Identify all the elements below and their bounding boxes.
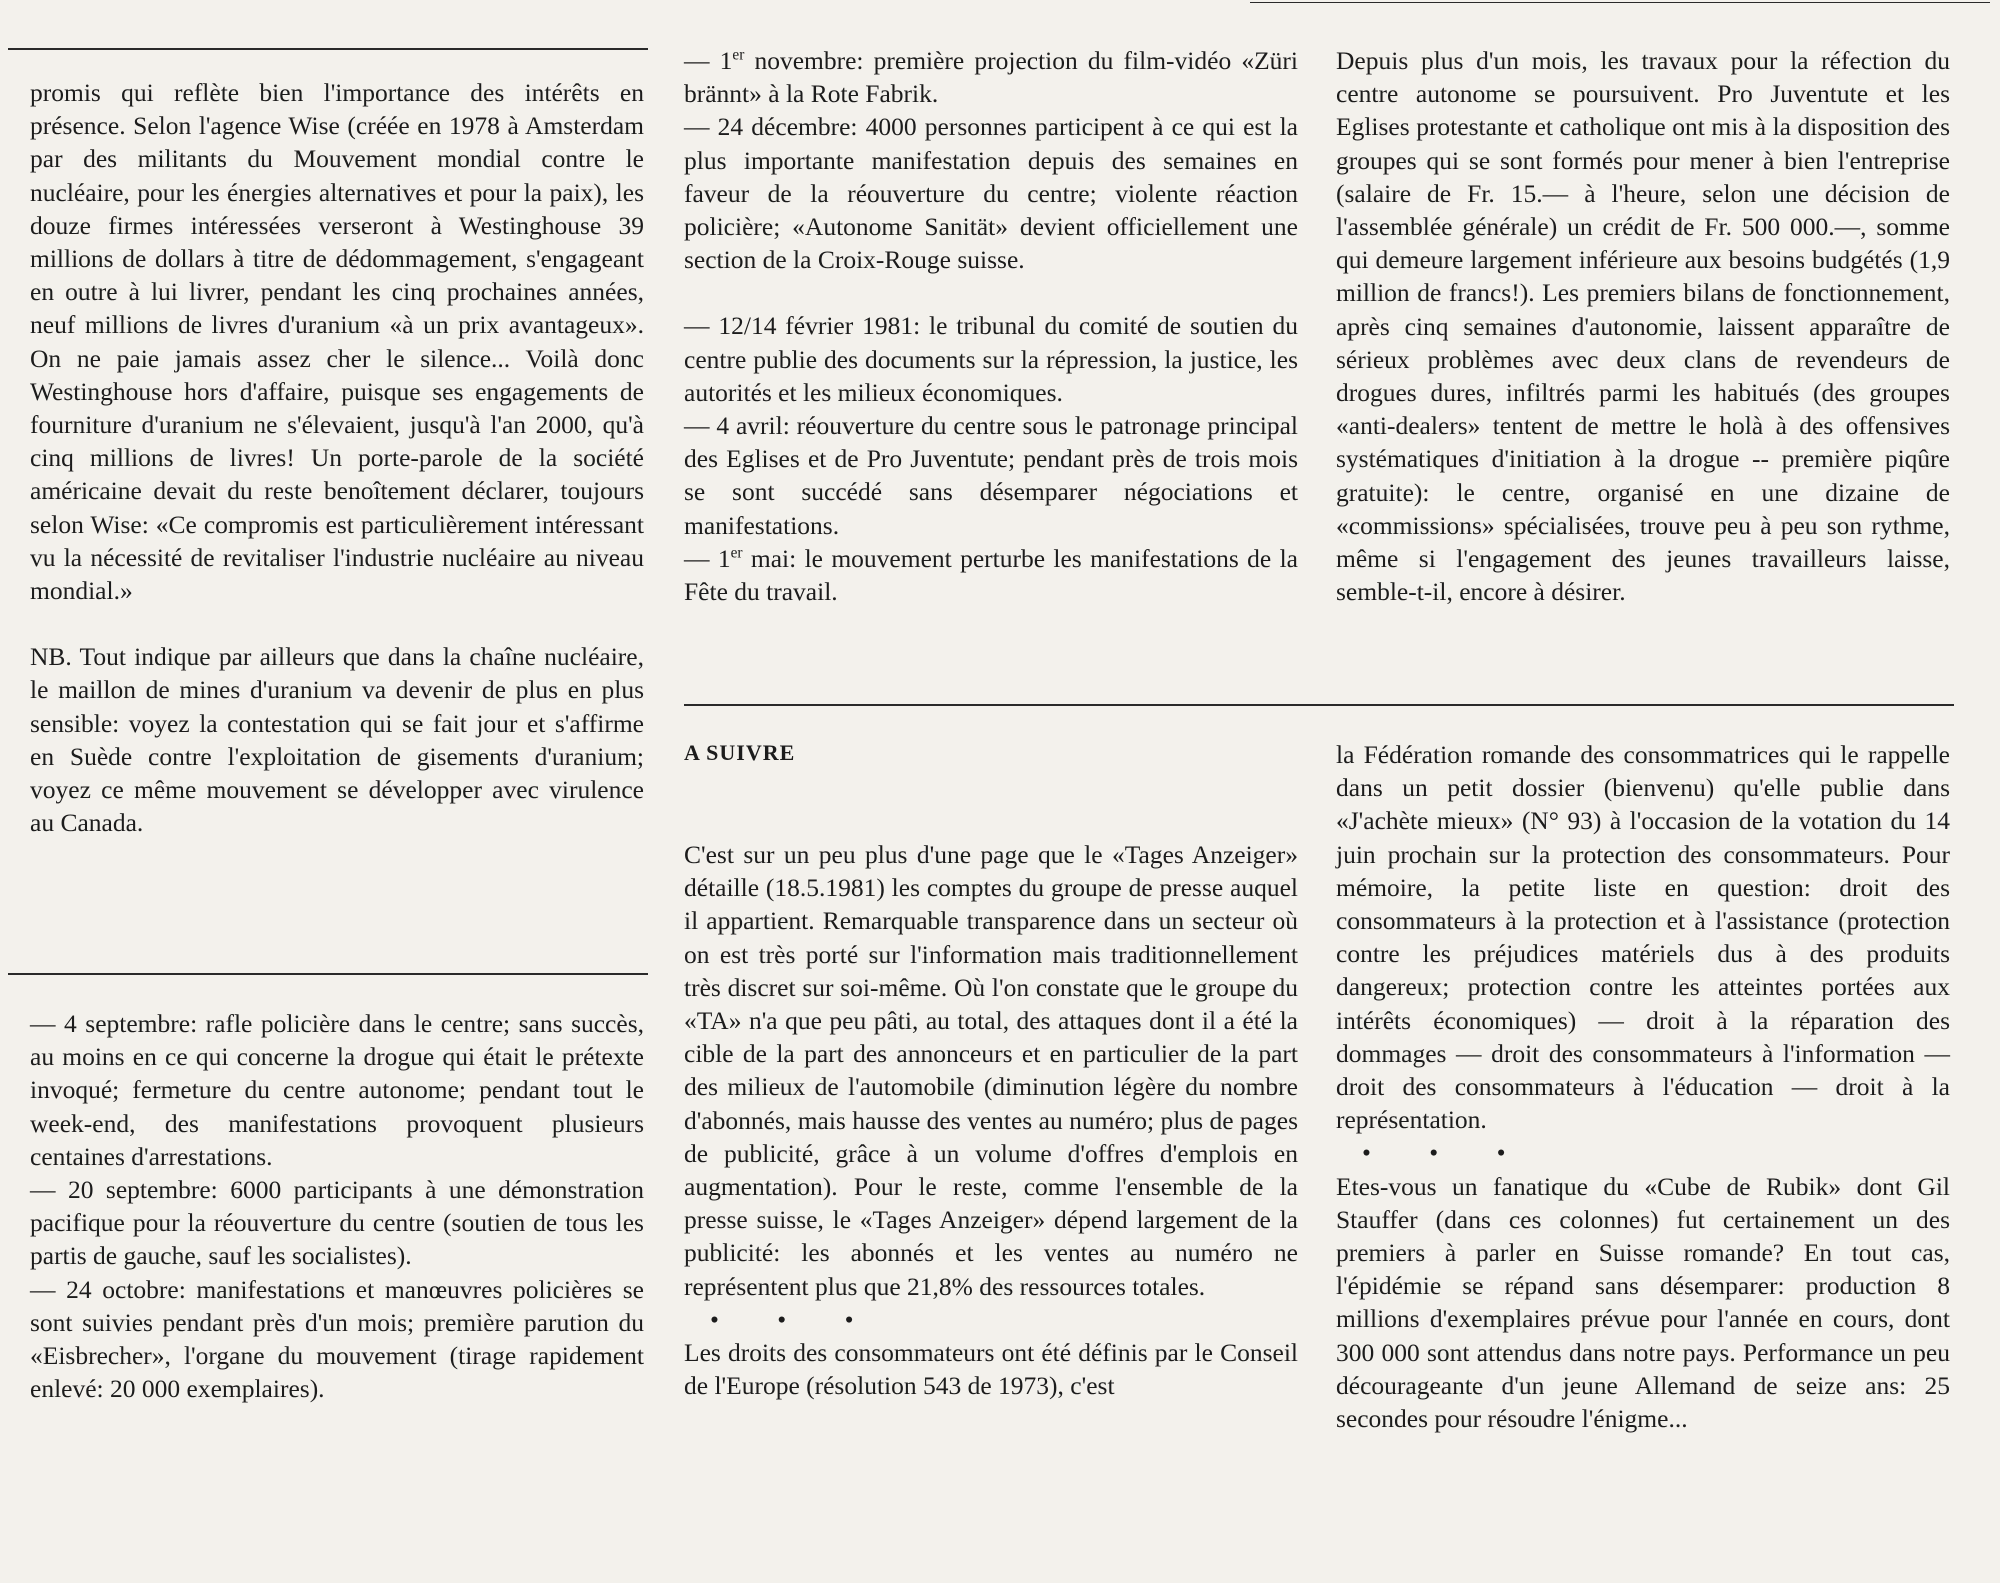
top-rule-col1 xyxy=(8,48,648,50)
paragraph-centre-autonome: Depuis plus d'un mois, les travaux pour la réfection du centre autonome se poursuivent. Pro Juventute et les Eglises protestante et catholique ont mis à la disposition des groupes qui se sont formés pour mener à bien l'entreprise (salaire de Fr. 15.— à l'heure, selon une décision de l'assemblée générale) un crédit de Fr. 500 000.—, somme qui demeure largement inférieure aux besoins budgétés (1,9 million de francs!). Les premiers bilans de fonctionnement, après cinq semaines d'autonomie, laissent apparaître de sérieux problèmes avec deux clans de revendeurs de drogues dures, infiltrés parmi les habitués (des groupes «anti-dealers» tentent de mettre le holà à des offensives systématiques d'initiation à la drogue -- première piqûre gratuite): le centre, organisé en une dizaine de «commissions» spécialisées, trouve peu à peu son rythme, même si l'engagement des jeunes travailleurs laisse, semble-t-il, encore à désirer. xyxy=(1336,46,1950,607)
chronology-24-octobre: — 24 octobre: manifestations et manœuvres policières se sont suivies pendant près d'un mois; première parution du «Eisbrecher», l'organe du mouvement (tirage rapidement enlevé: 20 000 exemplaires). xyxy=(30,1274,644,1404)
chronology-4-septembre: — 4 septembre: rafle policière dans le centre; sans succès, au moins en ce qui concerne la drogue qui était le prétexte invoqué; fermeture du centre autonome; pendant tout le week-end, des manifestations provoquent plusieurs centaines d'arrestations. xyxy=(30,1009,644,1171)
col1-bottom-chronology xyxy=(30,1007,644,1405)
paragraph-nb: NB. Tout indique par ailleurs que dans la chaîne nucléaire, le maillon de mines d'uranium va devenir de plus en plus sensible: voyez la contestation qui se fait jour et s'affirme en Suède contre l'exploitation de gisements d'uranium; voyez ce même mouvement se développer avec virulence au Canada. xyxy=(30,642,644,838)
chronology-24-decembre: — 24 décembre: 4000 personnes participent à ce qui est la plus importante manifestation depuis des semaines en faveur de la réouverture du centre; violente réaction policière; «Autonome Sanität» devient officiellement une section de la Croix-Rouge suisse. xyxy=(684,112,1298,275)
paragraph-tages-anzeiger: C'est sur un peu plus d'une page que le «Tages Anzeiger» détaille (18.5.1981) les comptes du groupe de presse auquel il appartient. Remarquable transparence dans un secteur où on est très porté sur l'information mais traditionnellement très discret sur soi-même. Où l'on constate que le groupe du «TA» n'a que peu pâti, au total, des attaques dont il a été la cible de la part des annonceurs et en particulier de la part des milieux de l'automobile (diminution légère du nombre d'abonnés, mais hausse des ventes au numéro; plus de pages de publicité, grâce à un volume d'offres d'emplois en augmentation). Pour le reste, comme l'ensemble de la presse suisse, le «Tages Anzeiger» dépend largement de la publicité: les abonnés et les ventes au numéro ne représentent plus que 21,8% des ressources totales. xyxy=(684,840,1298,1301)
chronology-12-14-fevrier: — 12/14 février 1981: le tribunal du comité de soutien du centre publie des documents sur la répression, la justice, les autorités et les milieux économiques. xyxy=(684,311,1298,407)
col2-bottom-article xyxy=(684,838,1298,1402)
separator-stars: • • • xyxy=(710,1304,880,1334)
paragraph-federation-romande: la Fédération romande des consommatrices qui le rappelle dans un petit dossier (bienvenu) qu'elle publie dans «J'achète mieux» (N° 93) à l'occasion de la votation du 14 juin prochain sur la protection des consommateurs. Pour mémoire, la petite liste en question: droit des consommateurs à la protection et à l'assistance (protection contre les préjudices matériels dus à des produits dangereux; protection contre les atteintes portées aux intérêts économiques) — droit à la réparation des dommages — droit des consommateurs à l'information — droit des consommateurs à l'éducation — droit à la représentation. xyxy=(1336,740,1950,1135)
col1-top-article xyxy=(30,76,644,839)
chronology-1-mai: — 1er mai: le mouvement perturbe les manifestations de la Fête du travail. xyxy=(684,543,1299,607)
col3-top-article xyxy=(1336,44,1950,608)
col3-bottom-article xyxy=(1336,738,1950,1435)
top-rule-right xyxy=(1250,2,1990,3)
rule-col2-col3-middle xyxy=(684,704,1954,706)
col2-top-chronology xyxy=(684,44,1298,608)
chronology-1-novembre: — 1er novembre: première projection du film-vidéo «Züri brännt» à la Rote Fabrik. xyxy=(684,46,1298,109)
paragraph-cube-de-rubik: Etes-vous un fanatique du «Cube de Rubik» dont Gil Stauffer (dans ces colonnes) fut certainement un des premiers à parler en Suisse romande? En tout cas, l'épidémie se répand sans désemparer: production 8 millions d'exemplaires prévue pour l'année en cours, dont 300 000 sont attendus dans notre pays. Performance un peu décourageante d'un jeune Allemand de seize ans: 25 secondes pour résoudre l'énigme... xyxy=(1336,1171,1950,1434)
chronology-4-avril: — 4 avril: réouverture du centre sous le patronage principal des Eglises et de Pro Juventute; pendant près de trois mois se sont succédé sans désemparer négociations et manifestations. xyxy=(684,411,1298,540)
chronology-20-septembre: — 20 septembre: 6000 participants à une démonstration pacifique pour la réouverture du centre (soutien de tous les partis de gauche, sauf les socialistes). xyxy=(30,1175,644,1271)
separator-stars: • • • xyxy=(1362,1138,1532,1168)
paragraph-westinghouse: promis qui reflète bien l'importance des intérêts en présence. Selon l'agence Wise (créée en 1978 à Amsterdam par des militants du Mouvement mondial contre le nucléaire, pour les énergies alternatives et pour la paix), les douze firmes intéressées verseront à Westinghouse 39 millions de dollars à titre de dédommagement, s'engageant en outre à lui livrer, pendant les cinq prochaines années, neuf millions de livres d'uranium «à un prix avantageux». On ne paie jamais assez cher le silence... Voilà donc Westinghouse hors d'affaire, puisque ses engagements de fourniture d'uranium ne s'élevaient, jusqu'à l'an 2000, qu'à cinq millions de livres! Un porte-parole de la société américaine devait du reste benoîtement déclarer, toujours selon Wise: «Ce compromis est particulièrement intéressant vu la nécessité de revitaliser l'industrie nucléaire au niveau mondial.» xyxy=(30,78,644,606)
paragraph-droits-consommateurs: Les droits des consommateurs ont été définis par le Conseil de l'Europe (résolution 543 de 1973), c'est xyxy=(684,1338,1298,1401)
section-heading-a-suivre: A SUIVRE xyxy=(684,740,796,765)
rule-col1-middle xyxy=(8,973,648,975)
